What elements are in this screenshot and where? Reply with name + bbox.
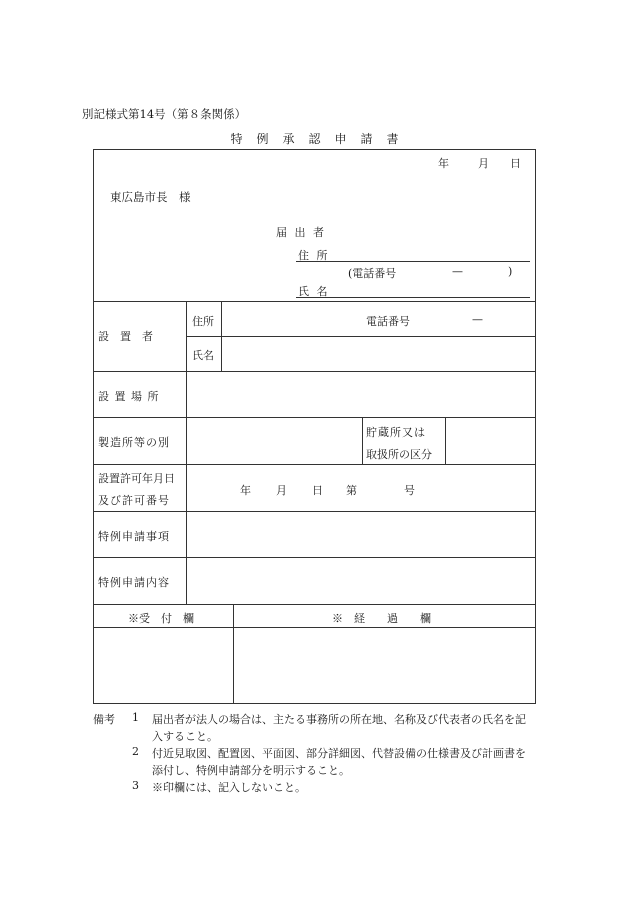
- phone-close: ): [508, 265, 513, 278]
- row-divider: [93, 417, 536, 418]
- address-underline: [296, 261, 530, 262]
- row-divider: [186, 336, 536, 337]
- permit-year: 年: [240, 484, 251, 497]
- addressee: 東広島市長 様: [110, 190, 191, 204]
- note-text: 付近見取図、配置図、平面図、部分詳細図、代替設備の仕様書及び計画書を: [152, 747, 526, 760]
- phone-dash: —: [452, 265, 463, 278]
- row-divider: [93, 627, 536, 628]
- installer-phone-label: 電話番号: [366, 315, 410, 328]
- date-month: 月: [478, 157, 489, 170]
- column-divider: [362, 417, 363, 464]
- permit-dai: 第: [346, 484, 357, 497]
- date-day: 日: [510, 157, 521, 170]
- storage-label-line1: 貯蔵所又は: [366, 426, 426, 439]
- note-number: 2: [132, 745, 139, 758]
- note-number: 1: [132, 711, 139, 724]
- row-divider: [93, 557, 536, 558]
- phone-open: (電話番号: [348, 267, 397, 280]
- permit-month: 月: [276, 484, 287, 497]
- date-year: 年: [438, 157, 449, 170]
- progress-column-label: ※ 経 過 欄: [332, 612, 431, 625]
- installer-label: 設 置 者: [98, 330, 153, 343]
- row-divider: [93, 464, 536, 465]
- name-underline: [296, 297, 530, 298]
- applicant-name-label: 氏 名: [298, 285, 330, 298]
- facility-type-label: 製造所等の別: [98, 436, 170, 449]
- row-divider: [93, 301, 536, 302]
- row-divider: [93, 371, 536, 372]
- permit-go: 号: [404, 484, 415, 497]
- row-divider: [93, 511, 536, 512]
- note-text: 入すること。: [152, 730, 218, 743]
- column-divider: [186, 301, 187, 604]
- installer-phone-dash: —: [472, 313, 483, 326]
- location-label: 設 置 場 所: [98, 390, 160, 403]
- row-divider: [93, 604, 536, 605]
- column-divider: [445, 417, 446, 464]
- notes-label: 備考: [93, 713, 115, 726]
- note-text: 届出者が法人の場合は、主たる事務所の所在地、名称及び代表者の氏名を記: [152, 713, 526, 726]
- permit-label-line1: 設置許可年月日: [98, 472, 175, 485]
- document-title: 特 例 承 認 申 請 書: [230, 132, 400, 146]
- applicant-label: 届 出 者: [276, 226, 326, 239]
- note-number: 3: [132, 779, 139, 792]
- installer-name-label: 氏名: [192, 349, 214, 362]
- note-text: 添付し、特例申請部分を明示すること。: [152, 764, 350, 777]
- storage-label-line2: 取扱所の区分: [366, 448, 432, 461]
- special-matters-label: 特例申請事項: [98, 530, 170, 543]
- permit-day: 日: [312, 484, 323, 497]
- reception-column-label: ※受 付 欄: [128, 612, 194, 625]
- special-content-label: 特例申請内容: [98, 576, 170, 589]
- column-divider: [221, 301, 222, 371]
- applicant-address-label: 住 所: [298, 249, 330, 262]
- column-divider: [233, 604, 234, 704]
- note-text: ※印欄には、記入しないこと。: [152, 781, 306, 794]
- permit-label-line2: 及び許可番号: [98, 494, 170, 507]
- form-reference: 別記様式第14号（第８条関係）: [82, 107, 247, 121]
- installer-address-label: 住所: [192, 315, 214, 328]
